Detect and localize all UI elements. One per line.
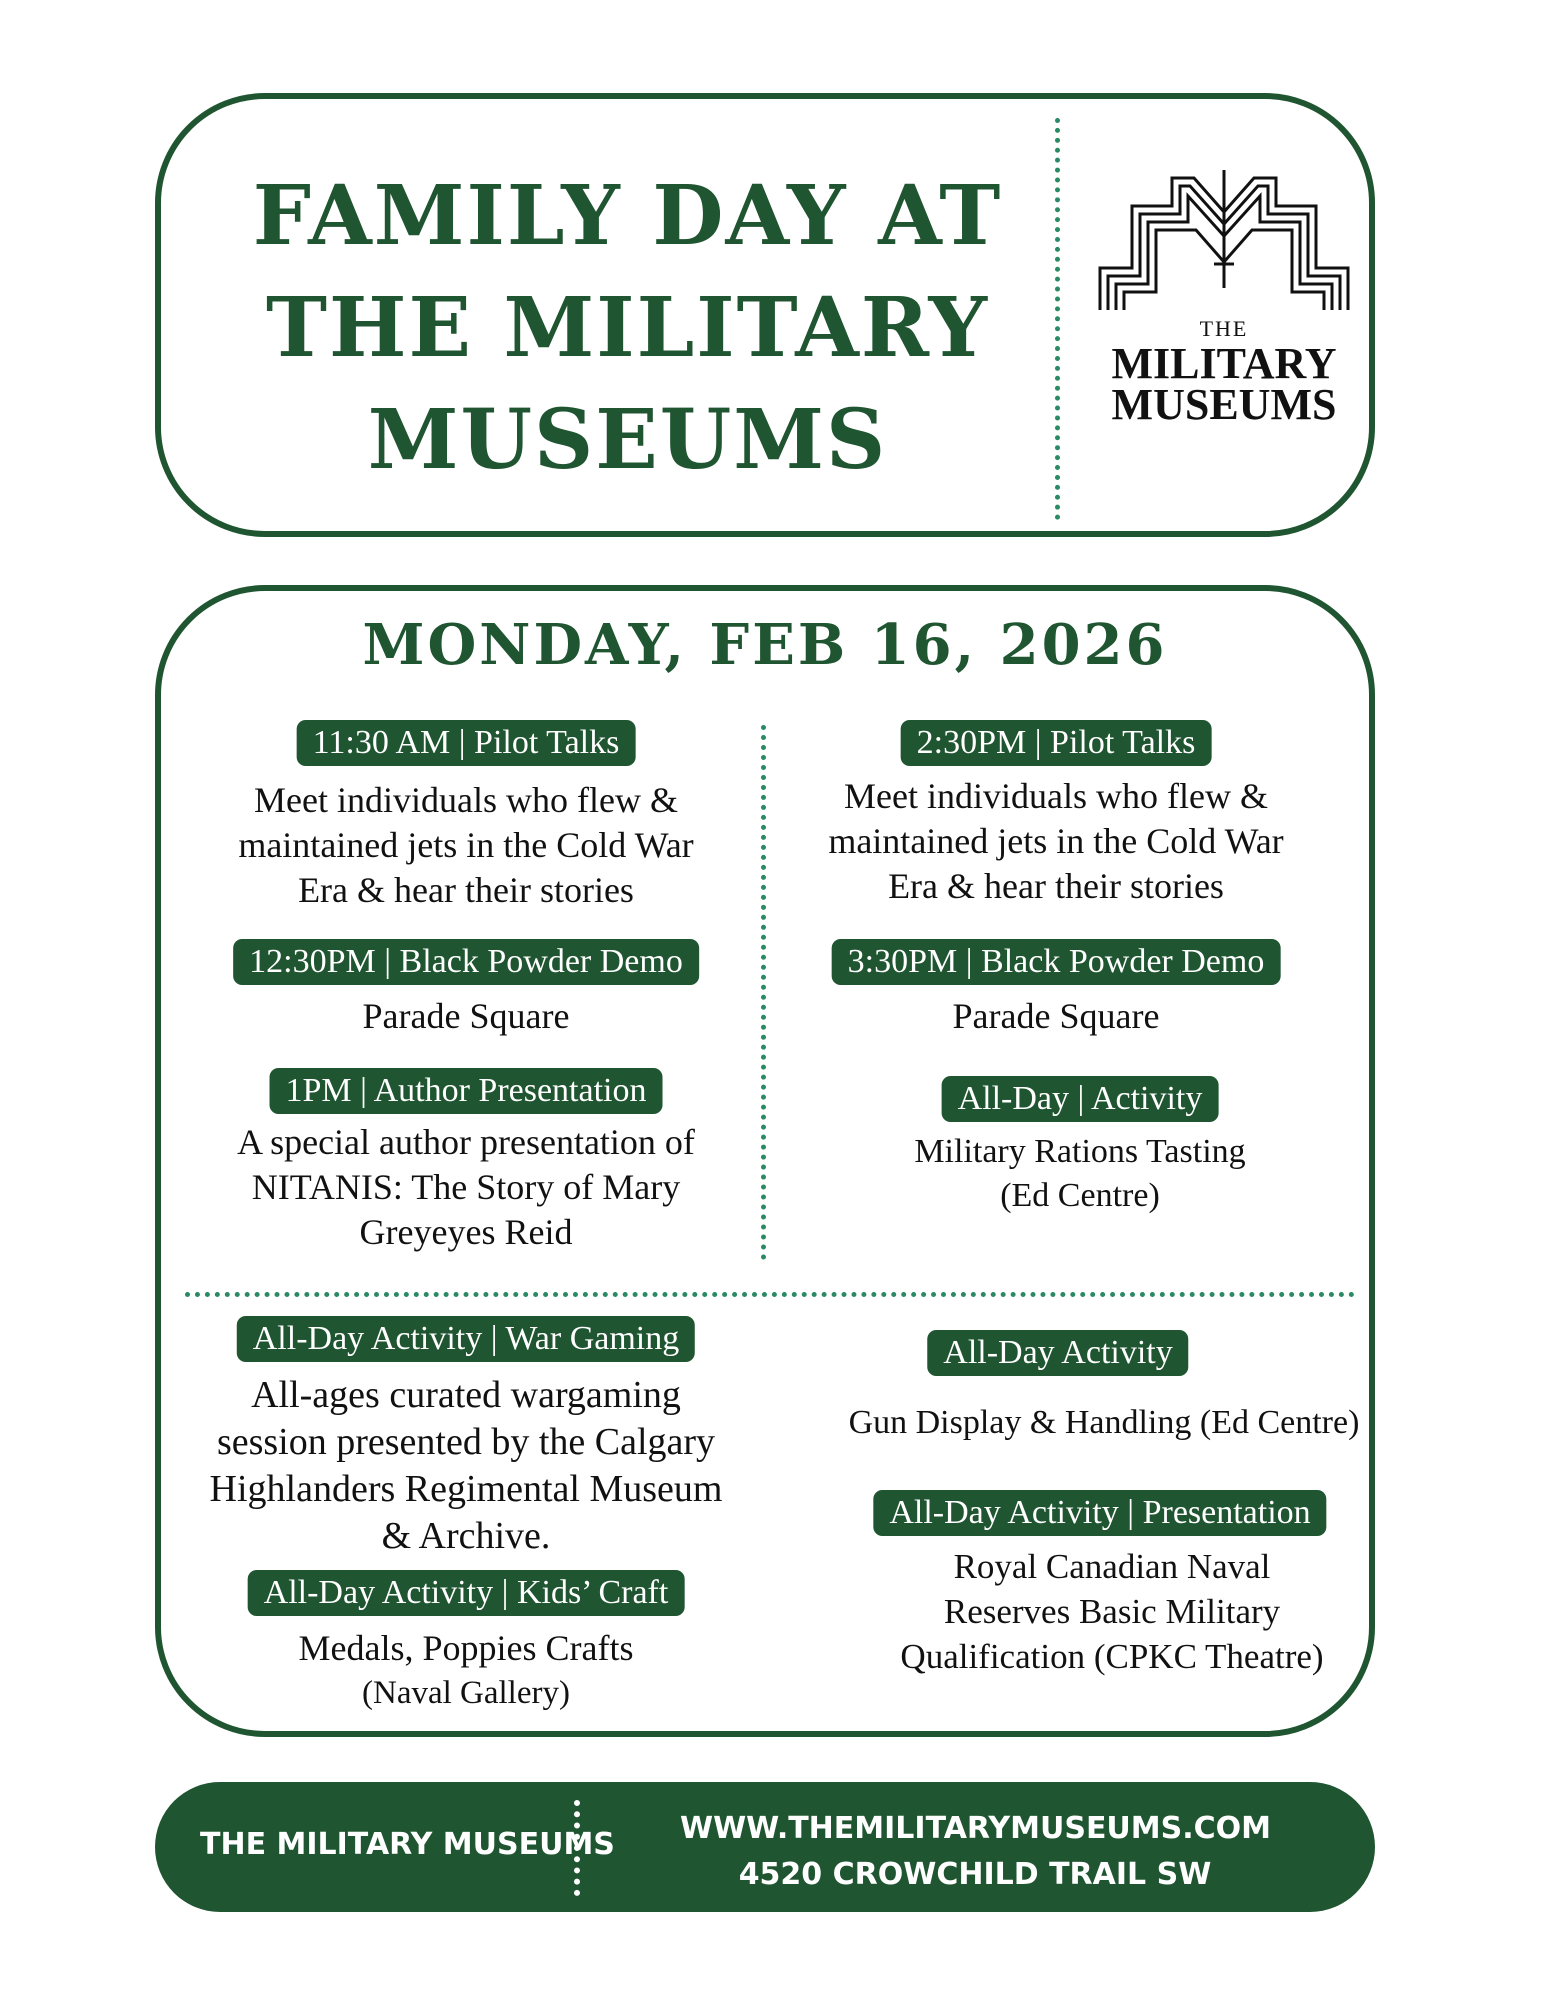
- title-line-1: FAMILY DAY AT: [252, 168, 1003, 264]
- event-tag: 3:30PM | Black Powder Demo: [832, 939, 1281, 985]
- event-description: [820, 1130, 1340, 1218]
- logo-the-text: THE: [1199, 316, 1249, 341]
- event-description: [196, 1120, 736, 1255]
- desc-line: Meet individuals who flew &: [254, 780, 678, 820]
- event-description: [796, 774, 1316, 909]
- event-description: [824, 1400, 1384, 1445]
- event-description: [796, 994, 1316, 1039]
- desc-line: maintained jets in the Cold War: [828, 821, 1284, 861]
- desc-line: NITANIS: The Story of Mary: [251, 1167, 681, 1207]
- museum-building-icon: [1090, 170, 1358, 320]
- title-line-3: MUSEUMS: [367, 392, 888, 488]
- event-tag: 2:30PM | Pilot Talks: [901, 720, 1212, 766]
- desc-line: Era & hear their stories: [298, 870, 634, 910]
- desc-line: Highlanders Regimental Museum: [209, 1468, 723, 1510]
- footer-website-link[interactable]: WWW.THEMILITARYMUSEUMS.COM: [680, 1811, 1272, 1846]
- desc-line: Gun Display & Handling (Ed Centre): [848, 1404, 1360, 1441]
- logo-museums-text: MUSEUMS: [1111, 380, 1337, 429]
- event-description: [206, 994, 726, 1039]
- event-tag: 12:30PM | Black Powder Demo: [233, 939, 699, 985]
- desc-line: Parade Square: [362, 996, 570, 1036]
- desc-line: Greyeyes Reid: [359, 1212, 573, 1252]
- desc-line: (Naval Gallery): [362, 1675, 570, 1711]
- desc-line: Era & hear their stories: [888, 866, 1224, 906]
- logo-military-text: MILITARY: [1111, 339, 1337, 388]
- footer-contact: [680, 1806, 1270, 1898]
- desc-line: All-ages curated wargaming: [251, 1374, 681, 1416]
- event-tag: All-Day | Activity: [942, 1076, 1219, 1122]
- event-tag: All-Day Activity | Presentation: [873, 1490, 1326, 1536]
- event-tag: All-Day Activity: [927, 1330, 1188, 1376]
- desc-line: Reserves Basic Military: [943, 1592, 1281, 1631]
- header-divider: [1055, 118, 1060, 520]
- event-tag: 11:30 AM | Pilot Talks: [297, 720, 636, 766]
- desc-line: Medals, Poppies Crafts: [298, 1628, 634, 1668]
- page-title: [160, 160, 1095, 496]
- schedule-horizontal-divider: [185, 1292, 1355, 1297]
- event-description: [186, 1372, 746, 1560]
- desc-line: Military Rations Tasting: [914, 1133, 1246, 1170]
- event-description: [852, 1544, 1372, 1679]
- desc-line: A special author presentation of: [237, 1122, 695, 1162]
- desc-line: Parade Square: [952, 996, 1160, 1036]
- desc-line: & Archive.: [381, 1515, 551, 1557]
- event-tag: 1PM | Author Presentation: [270, 1068, 663, 1114]
- footer-address: 4520 CROWCHILD TRAIL SW: [738, 1857, 1212, 1892]
- footer-divider: [574, 1800, 580, 1896]
- schedule-vertical-divider: [761, 725, 766, 1260]
- footer-museum-name: THE MILITARY MUSEUMS: [200, 1827, 615, 1862]
- event-tag: All-Day Activity | War Gaming: [237, 1316, 695, 1362]
- event-date: MONDAY, FEB 16, 2026: [362, 612, 1168, 678]
- event-description: [206, 778, 726, 913]
- desc-line: (Ed Centre): [1000, 1177, 1160, 1214]
- event-tag: All-Day Activity | Kids’ Craft: [248, 1570, 685, 1616]
- desc-line: session presented by the Calgary: [216, 1421, 716, 1463]
- event-description: [206, 1626, 726, 1716]
- desc-line: maintained jets in the Cold War: [238, 825, 694, 865]
- desc-line: Meet individuals who flew &: [844, 776, 1268, 816]
- desc-line: Royal Canadian Naval: [953, 1547, 1271, 1586]
- desc-line: Qualification (CPKC Theatre): [900, 1637, 1324, 1676]
- title-line-2: THE MILITARY: [265, 280, 989, 376]
